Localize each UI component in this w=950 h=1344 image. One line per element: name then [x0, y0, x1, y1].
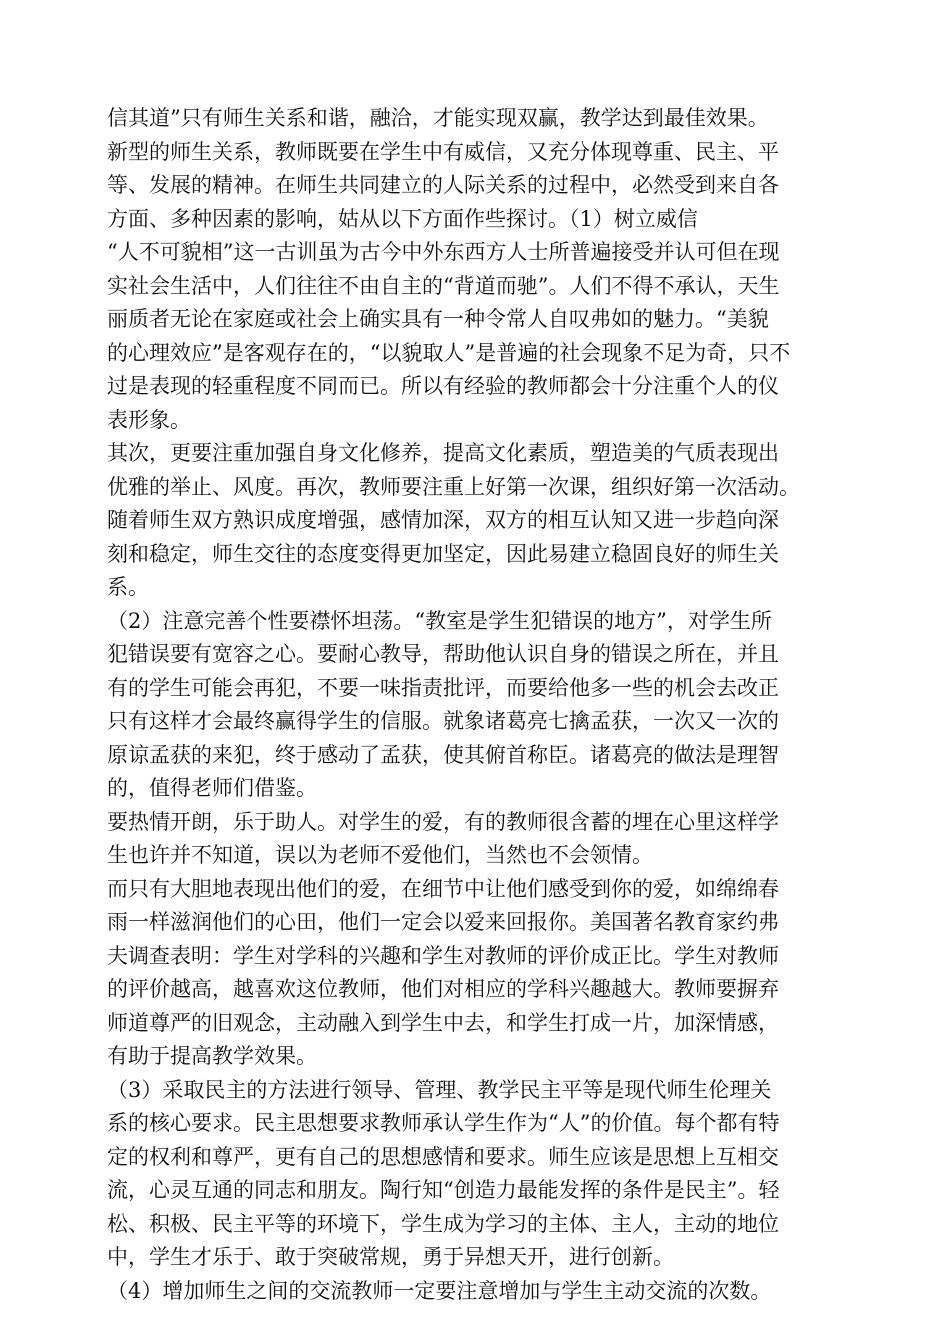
text-line: 要热情开朗，乐于助人。对学生的爱，有的教师很含蓄的埋在心里这样学: [107, 809, 779, 834]
text-line: 实社会生活中，人们往往不由自主的“背道而驰”。人们不得不承认，天生: [107, 273, 780, 298]
text-line: （3）采取民主的方法进行领导、管理、教学民主平等是现代师生伦理关: [107, 1077, 772, 1102]
text-line: 其次，更要注重加强自身文化修养，提高文化素质，塑造美的气质表现出: [107, 441, 779, 465]
text-line: 生也许并不知道，误以为老师不爱他们，当然也不会领情。: [107, 843, 653, 867]
text-line: 雨一样滋润他们的心田，他们一定会以爱来回报你。美国著名教育家约弗: [107, 910, 779, 934]
text-line: 信其道”只有师生关系和谐，融洽，才能实现双赢，教学达到最佳效果。: [107, 106, 769, 130]
text-line: 师道尊严的旧观念，主动融入到学生中去，和学生打成一片，加深情感，: [107, 1010, 779, 1035]
text-line: 系的核心要求。民主思想要求教师承认学生作为“人”的价值。每个都有特: [107, 1111, 780, 1135]
text-line: 刻和稳定，师生交往的态度变得更加坚定，因此易建立稳固良好的师生关: [107, 541, 779, 566]
text-line: 有助于提高教学效果。: [107, 1044, 317, 1068]
text-line: 只有这样才会最终赢得学生的信服。就象诸葛亮七擒孟获，一次又一次的: [107, 709, 779, 733]
body-text: [107, 102, 867, 1308]
text-line: （2）注意完善个性要襟怀坦荡。“教室是学生犯错误的地方”，对学生所: [107, 608, 772, 633]
text-line: 新型的师生关系，教师既要在学生中有威信，又充分体现尊重、民主、平: [107, 139, 779, 164]
text-line: （4）增加师生之间的交流教师一定要注意增加与学生主动交流的次数。: [107, 1278, 772, 1303]
text-line: 原谅孟获的来犯，终于感动了孟获，使其俯首称臣。诸葛亮的做法是理智: [107, 742, 779, 767]
text-line: 表形象。: [107, 407, 191, 432]
text-line: 夫调查表明：学生对学科的兴趣和学生对教师的评价成正比。学生对教师: [107, 943, 779, 968]
text-line: 随着师生双方熟识成度增强，感情加深，双方的相互认知又进一步趋向深: [107, 508, 779, 532]
text-line: 的心理效应”是客观存在的，“以貌取人”是普遍的社会现象不足为奇，只不: [107, 340, 791, 365]
text-line: 松、积极、民主平等的环境下，学生成为学习的主体、主人，主动的地位: [107, 1211, 779, 1236]
text-line: 犯错误要有宽容之心。要耐心教导，帮助他认识自身的错误之所在，并且: [107, 642, 779, 666]
text-line: 过是表现的轻重程度不同而已。所以有经验的教师都会十分注重个人的仪: [107, 374, 779, 398]
text-line: 中，学生才乐于、敢于突破常规，勇于异想天开，进行创新。: [107, 1245, 674, 1269]
text-line: 等、发展的精神。在师生共同建立的人际关系的过程中，必然受到来自各: [107, 173, 779, 197]
text-line: 流，心灵互通的同志和朋友。陶行知“创造力最能发挥的条件是民主”。轻: [107, 1178, 780, 1202]
text-line: 优雅的举止、风度。再次，教师要注重上好第一次课，组织好第一次活动。: [107, 474, 800, 499]
text-line: 定的权利和尊严，更有自己的思想感情和要求。师生应该是思想上互相交: [107, 1144, 779, 1169]
text-line: 方面、多种因素的影响，姑从以下方面作些探讨。（1）树立威信: [107, 206, 698, 231]
text-line: “人不可貌相”这一古训虽为古今中外东西方人士所普遍接受并认可但在现: [107, 240, 780, 264]
text-line: 的评价越高，越喜欢这位教师，他们对相应的学科兴趣越大。教师要摒弃: [107, 977, 779, 1001]
text-line: 的，值得老师们借鉴。: [107, 776, 317, 800]
text-line: 丽质者无论在家庭或社会上确实具有一种令常人自叹弗如的魅力。“美貌: [107, 307, 769, 331]
text-line: 有的学生可能会再犯，不要一味指责批评，而要给他多一些的机会去改正: [107, 675, 779, 700]
text-line: 而只有大胆地表现出他们的爱，在细节中让他们感受到你的爱，如绵绵春: [107, 876, 779, 901]
text-line: 系。: [107, 575, 149, 599]
